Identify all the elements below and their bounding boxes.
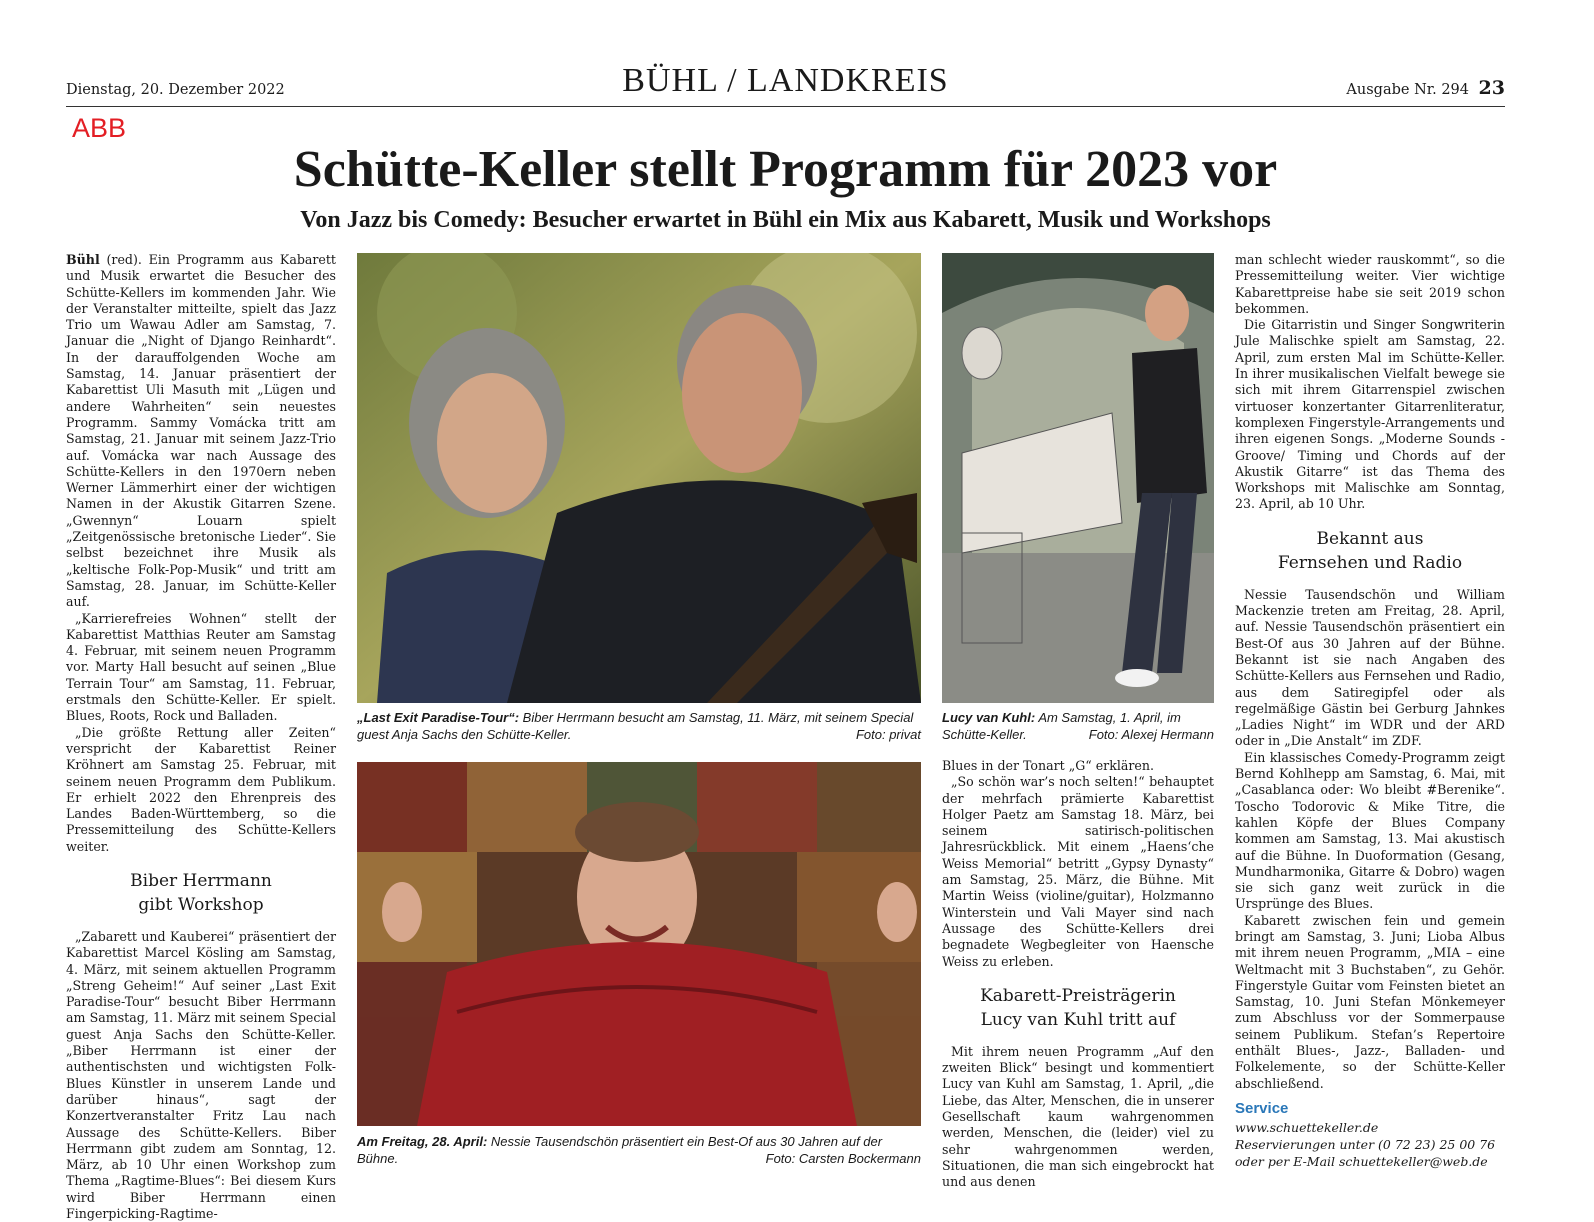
caption-photo-1: „Last Exit Paradise-Tour“: Biber Herrmann besucht am Samstag, 11. März, mit seinem Special guest Anja Sachs den Schütte-Keller. Foto: privat xyxy=(357,710,921,742)
issue-number: Ausgabe Nr. 294 xyxy=(1346,82,1469,98)
paragraph: „Karrierefreies Wohnen“ stellt der Kabarettist Matthias Reuter am Samstag 4. Februar, mit seinem neuen Programm vor. Marty Hall besucht auf seinen „Blue Terrain Tour“ am Samstag, 11. Februar, erstmals den Schütte-Keller. Er spielt. Blues, Roots, Rock und Balladen. xyxy=(66,610,336,724)
paragraph: Kabarett zwischen fein und gemein bringt am Samstag, 3. Juni; Lioba Albus mit ihrem neuen Programm, „MIA – eine Weltmacht mit 3 Buchstaben“, zu Gehör. Fingerstyle Guitar vom Feinsten bietet an Samstag, 10. Juni Stefan Mönkemeyer zum Abschluss vor der Sommerpause seinem Publikum. Stefan’s Repertoire enthält Blues-, Jazz-, Balladen- und Folkelemente, so der Schütte-Keller abschließend. xyxy=(1235,912,1505,1091)
section-title: BÜHL / LANDKREIS xyxy=(622,62,949,99)
subheading-workshop: Biber Herrmann gibt Workshop xyxy=(130,870,272,915)
paragraph: „Zabarett und Kauberei“ präsentiert der Kabarettist Marcel Kösling am Samstag, 4. März, mit seinem aktuellen Programm „Streng Geheim!“ Auf seiner „Last Exit Paradise-Tour“ besucht Biber Herrmann am Samstag, 11. März mit seinem Special guest Anja Sachs den Schütte-Keller. „Biber Herrmann ist einer der authentischsten und wichtigsten Folk-Blues Künstler in unserem Lande und darüber hinaus“, sagt der Konzertveranstalter Fritz Lau nach Aussage des Schütte-Kellers. Biber Herrmann gibt zudem am Sonntag, 12. März, ab 10 Uhr einen Workshop zum Thema „Ragtime-Blues“: Bei diesem Kurs wird Biber Herrmann einen Fingerpicking-Ragtime- xyxy=(66,928,336,1222)
paragraph: Ein klassisches Comedy-Programm zeigt Bernd Kohlhepp am Samstag, 6. Mai, mit „Casablanca oder: Wo bleibt #Berenike“. Toscho Todorovic & Mike Titre, die kahlen Köpfe der Blues Company kommen am Samstag, 13. Mai akustisch auf die Bühne. In Duoformation (Gesang, Mundharmonika, Gitarre & Dobro) wagen sie sich ganz weit zurück in die Ursprünge des Blues. xyxy=(1235,749,1505,912)
photo-credit: Foto: privat xyxy=(855,727,921,742)
photo-nessie-tausendschoen xyxy=(357,762,921,1126)
paragraph: Bühl (red). Ein Programm aus Kabarett und Musik erwartet die Besucher des Schütte-Kellers im kommenden Jahr. Wie der Veranstalter mitteilte, spielt das Jazz Trio um Wawau Adler am Samstag, 7. Januar die „Night of Django Reinhardt“. In der darauffolgenden Woche am Samstag, 14. Januar präsentiert der Kabarettist Uli Masuth mit „Lügen und andere Wahrheiten“ sein neuestes Programm. Sammy Vomácka tritt am Samstag, 21. Januar mit seinem Jazz-Trio auf. Vomácka war nach Aussage des Schütte-Kellers in den 1970ern neben Werner Lämmerhirt einer der wichtigen Namen in der Akustik Gitarren Szene. „Gwennyn“ Louarn spielt „Zeitgenössische bretonische Lieder“. Sie selbst bezeichnet ihre Musik als „keltische Folk-Pop-Musik“ und tritt am Samstag, 28. Januar, im Schütte-Keller auf. xyxy=(66,252,336,610)
issue-date: Dienstag, 20. Dezember 2022 xyxy=(66,82,285,98)
photo-herrmann-sachs xyxy=(357,253,921,703)
subheadline: Von Jazz bis Comedy: Besucher erwartet in Bühl ein Mix aus Kabarett, Musik und Workshops xyxy=(300,207,1271,233)
headline: Schütte-Keller stellt Programm für 2023 vor xyxy=(293,141,1278,198)
service-title: Service xyxy=(1235,1100,1289,1117)
service-box xyxy=(1235,1099,1505,1170)
paragraph: Nessie Tausendschön und William Mackenzie treten am Freitag, 28. April, auf. Nessie Tausendschön präsentiert ein Best-Of aus 30 Jahren auf der Bühne. Bekannt ist sie nach Angaben des Schütte-Kellers aus Fernsehen und Radio, aus dem Satiregipfel oder als regelmäßige Gästin bei Gerburg Jahnkes „Ladies Night“ im WDR und der ARD oder in „Die Anstalt“ im ZDF. xyxy=(1235,586,1505,749)
service-phone: Reservierungen unter (0 72 23) 25 00 76 xyxy=(1235,1137,1496,1152)
article-column-1 xyxy=(66,252,336,1222)
paragraph: man schlecht wieder rauskommt“, so die Pressemitteilung weiter. Vier wichtige Kabarettpreise habe sie seit 2019 schon bekommen. xyxy=(1235,252,1505,316)
caption-photo-3: Am Freitag, 28. April: Nessie Tausendschön präsentiert ein Best-Of aus 30 Jahren auf der Bühne. Foto: Carsten Bockermann xyxy=(357,1134,921,1166)
caption-photo-2: Lucy van Kuhl: Am Samstag, 1. April, im Schütte-Keller. Foto: Alexej Hermann xyxy=(942,710,1214,742)
dateline: Bühl xyxy=(66,252,100,267)
photo-credit: Foto: Carsten Bockermann xyxy=(765,1151,921,1166)
page-number: 23 xyxy=(1478,77,1505,99)
photo-lucy-van-kuhl xyxy=(942,253,1214,703)
photo-credit: Foto: Alexej Hermann xyxy=(1088,727,1214,742)
paragraph: Mit ihrem neuen Programm „Auf den zweiten Blick“ besingt und kommentiert Lucy van Kuhl am Samstag, 1. April, „die Liebe, das Alter, Menschen, die in unserer Gesellschaft kaum wahrgenommen werden, Menschen, die (leider) viel zu sehr wahrgenommen werden, Situationen, die man sich eingebrockt hat und aus denen xyxy=(942,1043,1214,1190)
paragraph: Die Gitarristin und Singer Songwriterin Jule Malischke spielt am Samstag, 22. April, zum ersten Mal im Schütte-Keller. In ihrer musikalischen Vielfalt bewege sie sich mit ihrem Gitarrenspiel zwischen virtuoser konzertanter Gitarrenliteratur, komplexen Fingerstyle-Arrangements und ihren eigenen Songs. „Moderne Sounds - Groove/ Timing und Chords auf der Akustik Gitarre“ ist das Thema des Workshops mit Malischke am Sonntag, 23. April, ab 10 Uhr. xyxy=(1235,317,1505,512)
paragraph: „Die größte Rettung aller Zeiten“ verspricht der Kabarettist Reiner Kröhnert am Samstag 25. Februar, mit seinem neuen Programm dem Publikum. Er erhielt 2022 den Ehrenpreis des Landes Baden-Württemberg, so die Pressemitteilung des Schütte-Kellers weiter. xyxy=(66,724,336,854)
paragraph: Blues in der Tonart „G“ erklären. xyxy=(942,758,1154,773)
service-website[interactable]: www.schuettekeller.de xyxy=(1235,1120,1379,1135)
service-email[interactable]: oder per E-Mail schuettekeller@web.de xyxy=(1235,1154,1488,1169)
article-tag: ABB xyxy=(72,113,127,143)
subheading-fernsehen-radio: Bekannt aus Fernsehen und Radio xyxy=(1277,528,1463,573)
article-column-3 xyxy=(942,758,1214,1191)
masthead-rule xyxy=(66,106,1505,107)
subheading-lucy-van-kuhl: Kabarett-Preisträgerin Lucy van Kuhl tritt auf xyxy=(980,985,1176,1030)
article-column-4 xyxy=(1235,252,1505,1092)
masthead xyxy=(66,60,1505,108)
paragraph: „So schön war’s noch selten!“ behauptet der mehrfach prämierte Kabarettist Holger Paetz am Samstag 18. März, bei seinem satirisch-politischen Jahresrückblick. Mit einem „Haens‘che Weiss Memorial“ betritt „Gypsy Dynasty“ am Samstag, 25. März, die Bühne. Mit Martin Weiss (violine/guitar), Holzmanno Winterstein und Vali Mayer sind nach Aussage des Schütte-Kellers drei begnadete Wegbegleiter von Haensche Weiss zu erleben. xyxy=(942,774,1214,969)
